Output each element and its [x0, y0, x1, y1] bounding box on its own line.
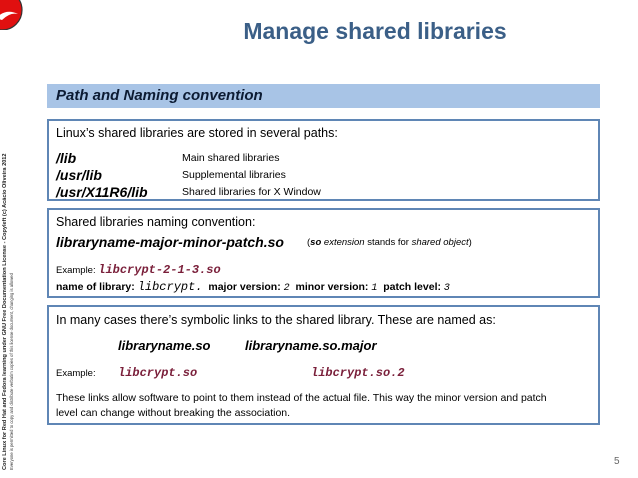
path-item: /usr/X11R6/lib [56, 184, 148, 200]
sidebar-license-line2: Everyone is permitted to copy and distribute verbatim copies of this license document, changing is allowed [9, 273, 14, 470]
naming-breakdown: name of library: libcrypt. major version: 2 minor version: 1 patch level: 3 [56, 280, 450, 294]
symlink-name: libraryname.so.major [245, 338, 377, 353]
paths-intro: Linux’s shared libraries are stored in several paths: [56, 126, 338, 140]
path-desc: Shared libraries for X Window [182, 186, 321, 198]
naming-intro: Shared libraries naming convention: [56, 215, 256, 229]
symlinks-note-line1: These links allow software to point to them instead of the actual file. This way the minor version and patch [56, 392, 547, 404]
symlink-example: libcrypt.so [118, 366, 198, 380]
naming-example: Example: libcrypt-2-1-3.so [56, 263, 221, 277]
paths-box [47, 119, 600, 201]
page-number: 5 [614, 456, 620, 467]
fedora-logo [0, 0, 24, 30]
symlinks-note-line2: level can change without breaking the association. [56, 407, 291, 419]
symlink-example: libcrypt.so.2 [311, 366, 405, 380]
naming-box [47, 208, 600, 298]
path-item: /lib [56, 150, 77, 166]
symlinks-intro: In many cases there’s symbolic links to the shared library. These are named as: [56, 313, 496, 327]
path-item: /usr/lib [56, 167, 102, 183]
symlinks-example-label: Example: [56, 368, 96, 379]
hat-logo-icon [0, 0, 24, 30]
naming-pattern: libraryname-major-minor-patch.so [56, 234, 284, 250]
page-title: Manage shared libraries [243, 18, 507, 44]
path-desc: Supplemental libraries [182, 169, 286, 181]
symlinks-box [47, 305, 600, 425]
sidebar-license-line1: Core Linux for Red Hat and Fedora learning under GNU Free Documentation License - Copyleft (c) Acácio Oliveira 2012 [2, 153, 8, 470]
example-filename: libcrypt-2-1-3.so [98, 263, 221, 277]
sidebar-license [2, 150, 32, 470]
path-desc: Main shared libraries [182, 152, 280, 164]
symlink-name: libraryname.so [118, 338, 211, 353]
naming-note: (so extension stands for shared object) [307, 237, 472, 248]
section-heading: Path and Naming convention [47, 84, 600, 108]
